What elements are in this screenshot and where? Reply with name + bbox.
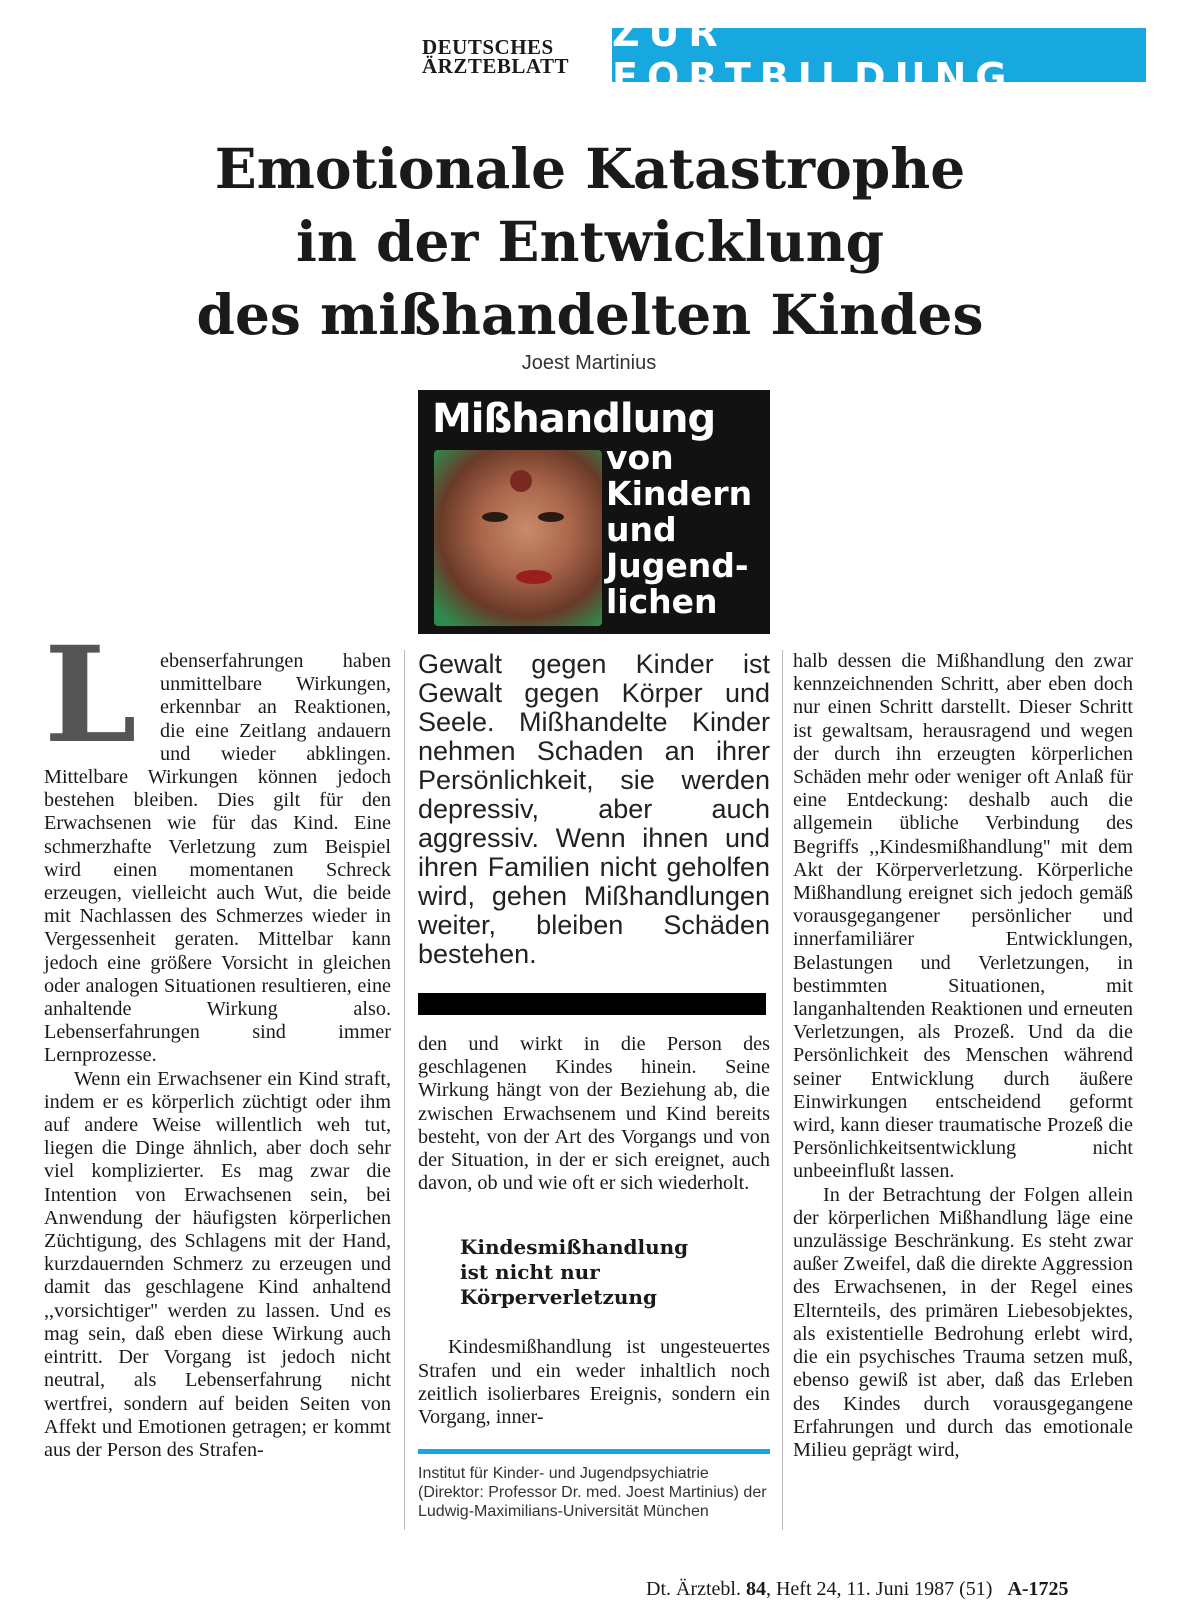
drop-cap: L [44,618,137,773]
title-line-2: in der Entwicklung [295,209,885,274]
page-footer [646,1578,1069,1601]
section-subhead: Kindesmißhandlung ist nicht nur Körperverletzung [460,1235,689,1310]
section-banner [612,11,1146,99]
masthead-line-1: DEUTSCHES [422,35,554,59]
body-paragraph: Kindesmißhandlung ist ungesteuertes Strafen und ein weder inhaltlich noch zeitlich isolierbares Ereignis, sondern ein Vorgang, inner- [418,1336,770,1429]
section-banner-text: ZUR FORTBILDUNG [612,11,1016,99]
photo-eye [538,512,564,522]
body-paragraph: In der Betrachtung der Folgen allein der körperlichen Mißhandlung läge eine unzulässige Beschränkung. Es steht zwar außer Zweifel, daß die direkte Aggression des Erwachsenen, in der Regel eines Elternteils, des primären Liebesobjektes, als existentielle Bedrohung erlebt wird, die ein psychisches Trauma setzen muß, ebenso gewiß ist aber, daß das Erleben des Kindes durch vorausgegangene Erfahrungen und durch das emotionale Milieu geprägt wird, [793,1183,1133,1461]
image-word: lichen [606,582,718,621]
affiliation-footnote: Institut für Kinder- und Jugendpsychiatrie (Direktor: Professor Dr. med. Joest Martinius) der Ludwig-Maximilians-Universität München [418,1465,767,1521]
image-word: Jugend- [606,546,749,585]
masthead-line-2: ÄRZTEBLATT [422,54,569,78]
title-line-1: Emotionale Katastrophe [214,136,966,201]
footer-journal: Dt. Ärztebl. [646,1578,741,1600]
column-3 [793,650,1133,1462]
teaser-text: Gewalt gegen Kinder ist Gewalt gegen Körper und Seele. Mißhandelte Kinder nehmen Schaden an ihrer Persönlichkeit, sie werden depressiv, aber auch aggressiv. Wenn ihnen und ihren Familien nicht geholfen wird, gehen Mißhandlungen weiter, bleiben Schäden bestehen. [418,649,770,969]
footnote-rule [418,1449,770,1454]
column-divider [404,650,405,1530]
author-name: Joest Martinius [521,352,657,374]
child-photo [434,450,602,626]
black-bar [418,993,766,1015]
photo-eye [482,512,508,522]
photo-bruise [510,470,532,492]
footer-issue: , Heft 24, 11. Juni 1987 (51) [765,1578,993,1600]
image-word: und [606,510,677,549]
body-paragraph: den und wirkt in die Person des geschlagenen Kindes hinein. Seine Wirkung hängt von der Beziehung ab, die zwischen Erwachsenem und Kind bereits besteht, von der Art des Vorgangs und von der Situation, in der er sich ereignet, auch davon, ob und wie oft er sich wiederholt. [418,1033,770,1195]
photo-mouth [516,570,552,584]
column-1 [44,618,391,1462]
body-paragraph: halb dessen die Mißhandlung den zwar kennzeichnenden Schritt, aber eben doch nur einen Schritt darstellt. Dieser Schritt ist gewaltsam, herausragend und wegen der durch ihn erzeugten körperlichen Schäden mehr oder weniger oft Anlaß für eine Entdeckung: deshalb auch die allgemein übliche Verbindung des Begriffs ,,Kindesmißhandlung'' mit dem Akt der Körperverletzung. Körperliche Mißhandlung ereignet sich jedoch gemäß vorausgegangener persönlicher und innerfamiliärer Entwicklungen, Belastungen und Verletzungen, in bestimmten Situationen, mit langanhaltenden Reaktionen und erneuten Verletzungen, als Prozeß. Und da die Persönlichkeit des Menschen während seiner Entwicklung durch äußere Einwirkungen entscheidend geformt wird, kann dieser traumatische Prozeß die Persönlichkeitsentwicklung nicht unbeeinflußt lassen. [793,650,1133,1183]
feature-image [418,390,770,634]
footer-volume: 84 [745,1578,766,1600]
image-words [606,440,752,620]
body-paragraph: ebenserfahrungen haben unmittelbare Wirkungen, erkennbar an Reaktionen, die eine Zeitlang andauern und wieder abklingen. Mittelbare Wirkungen können jedoch bestehen bleiben. Dies gilt für den Erwachsenen wie für das Kind. Eine schmerzhafte Verletzung zum Beispiel wird einen momentanen Schreck erzeugen, vielleicht auch Wut, die beide mit Nachlassen des Schmerzes wieder in Vergessenheit geraten. Mittelbar kann jedoch eine größere Vorsicht in gleichen oder analogen Situationen resultieren, eine anhaltende Wirkung also. Lebenserfahrungen sind immer Lernprozesse. [44,650,391,1067]
image-word: von [606,438,674,477]
article-title [60,132,1120,351]
masthead-logo [422,35,602,78]
title-line-3: des mißhandelten Kindes [196,282,984,347]
image-headline: Mißhandlung [432,396,716,442]
footer-page: A-1725 [1007,1578,1069,1600]
body-paragraph: Wenn ein Erwachsener ein Kind straft, indem er es körperlich züchtigt oder ihm auf andere Weise willentlich weh tut, liegen die Dinge ähnlich, aber doch sehr viel komplizierter. Es mag zwar die Intention von Erwachsenen sein, bei Anwendung der häufigsten körperlichen Züchtigung, des Schlagens mit der Hand, kurzdauernden Schmerz zu erzeugen und damit das geschlagene Kind anhaltend ,,vorsichtiger'' werden zu lassen. Und es mag sein, daß eben diese Wirkung auch eintritt. Der Vorgang ist jedoch nicht neutral, als Lebenserfahrung nicht wertfrei, sondern auf beiden Seiten von Affekt und Emotionen getragen; er kommt aus der Person des Strafen- [44,1067,391,1461]
column-2 [418,650,770,1521]
column-divider [782,650,783,1530]
image-word: Kindern [606,474,753,513]
